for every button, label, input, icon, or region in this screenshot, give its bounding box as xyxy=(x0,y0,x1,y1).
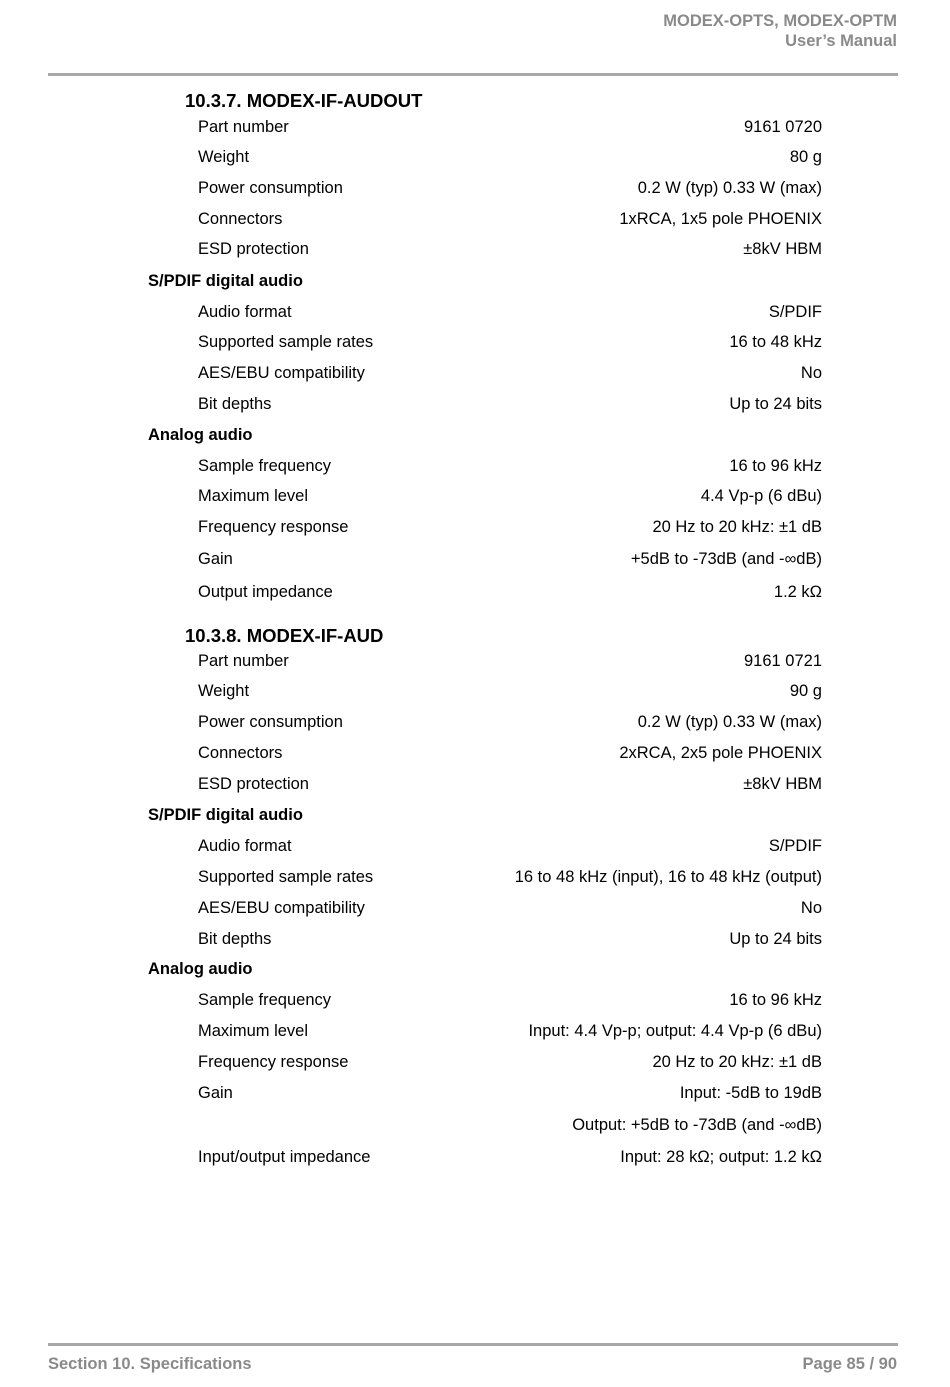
spec-value: ±8kV HBM xyxy=(743,240,822,258)
section-heading: 10.3.7. MODEX-IF-AUDOUT xyxy=(185,90,423,111)
spec-value: 1xRCA, 1x5 pole PHOENIX xyxy=(619,210,822,228)
spec-label: Weight xyxy=(198,148,250,166)
spec-value: 80 g xyxy=(789,148,822,166)
spec-value: Up to 24 bits xyxy=(729,930,822,948)
spec-label: AES/EBU compatibility xyxy=(198,364,365,382)
spec-label: Supported sample rates xyxy=(198,333,374,351)
spec-row xyxy=(198,118,822,140)
spec-label: Input/output impedance xyxy=(198,1148,371,1166)
spec-value: S/PDIF xyxy=(768,303,822,321)
spec-row xyxy=(198,487,822,509)
header-rule xyxy=(48,73,898,76)
spec-row xyxy=(198,395,822,417)
footer-section: Section 10. Specifications xyxy=(48,1355,252,1373)
spec-value: 90 g xyxy=(789,682,822,700)
spec-label: AES/EBU compatibility xyxy=(198,899,365,917)
spec-label: Supported sample rates xyxy=(198,868,374,886)
spec-row xyxy=(198,775,822,797)
spec-row xyxy=(198,930,822,952)
spec-row xyxy=(201,1116,822,1138)
spec-label: Connectors xyxy=(198,210,283,228)
spec-value: S/PDIF xyxy=(768,837,822,855)
spec-row xyxy=(198,899,822,921)
spec-value: 1.2 kΩ xyxy=(773,583,822,601)
spec-row xyxy=(198,991,822,1013)
subsection-heading: Analog audio xyxy=(148,960,253,978)
page-number: Page 85 / 90 xyxy=(802,1355,897,1373)
spec-row xyxy=(198,210,822,232)
spec-value: 16 to 96 kHz xyxy=(729,457,822,475)
spec-row xyxy=(198,148,822,170)
spec-value: 20 Hz to 20 kHz: ±1 dB xyxy=(652,518,822,536)
spec-label: Bit depths xyxy=(198,395,272,413)
spec-value: No xyxy=(800,364,822,382)
subsection-heading: Analog audio xyxy=(148,426,253,444)
header-title: MODEX-OPTS, MODEX-OPTM xyxy=(663,12,897,30)
spec-label: Part number xyxy=(198,118,289,136)
spec-label: Output impedance xyxy=(198,583,333,601)
spec-value: 9161 0721 xyxy=(744,652,822,670)
spec-label: Maximum level xyxy=(198,1022,309,1040)
spec-label: Gain xyxy=(198,550,233,568)
spec-value: 0.2 W (typ) 0.33 W (max) xyxy=(637,713,822,731)
spec-value: Input: 4.4 Vp-p; output: 4.4 Vp-p (6 dBu) xyxy=(528,1022,822,1040)
spec-label: Power consumption xyxy=(198,713,343,731)
spec-label: Maximum level xyxy=(198,487,309,505)
spec-row xyxy=(198,1148,822,1170)
spec-label: Audio format xyxy=(198,303,292,321)
spec-label: Power consumption xyxy=(198,179,343,197)
spec-row xyxy=(198,652,822,674)
spec-label: Frequency response xyxy=(198,1053,349,1071)
spec-label: ESD protection xyxy=(198,775,309,793)
spec-label: Connectors xyxy=(198,744,283,762)
spec-value: 4.4 Vp-p (6 dBu) xyxy=(700,487,822,505)
spec-label: Sample frequency xyxy=(198,457,331,475)
page-header xyxy=(663,11,897,51)
spec-value: Input: 28 kΩ; output: 1.2 kΩ xyxy=(620,1148,822,1166)
spec-row xyxy=(198,682,822,704)
spec-row xyxy=(198,240,822,262)
spec-row xyxy=(198,333,822,355)
spec-value: 20 Hz to 20 kHz: ±1 dB xyxy=(652,1053,822,1071)
spec-row xyxy=(198,364,822,386)
spec-row xyxy=(198,518,822,540)
footer-rule xyxy=(48,1343,898,1346)
spec-row xyxy=(198,1022,822,1044)
spec-value: 9161 0720 xyxy=(744,118,822,136)
spec-row xyxy=(198,744,822,766)
spec-row xyxy=(198,837,822,859)
spec-value: Output: +5dB to -73dB (and -∞dB) xyxy=(572,1116,822,1134)
spec-label: Weight xyxy=(198,682,250,700)
spec-label: Part number xyxy=(198,652,289,670)
subsection-heading: S/PDIF digital audio xyxy=(148,272,303,290)
spec-label: ESD protection xyxy=(198,240,309,258)
spec-value: No xyxy=(800,899,822,917)
subsection-heading: S/PDIF digital audio xyxy=(148,806,303,824)
spec-value: 16 to 96 kHz xyxy=(729,991,822,1009)
spec-row xyxy=(198,713,822,735)
section-heading: 10.3.8. MODEX-IF-AUD xyxy=(185,625,384,646)
spec-value: Input: -5dB to 19dB xyxy=(679,1084,822,1102)
spec-value: +5dB to -73dB (and -∞dB) xyxy=(630,550,822,568)
spec-label: Gain xyxy=(198,1084,233,1102)
spec-row xyxy=(198,1084,822,1106)
spec-row xyxy=(198,457,822,479)
spec-value: 16 to 48 kHz xyxy=(729,333,822,351)
header-subtitle: User’s Manual xyxy=(785,32,897,50)
spec-row xyxy=(198,583,822,605)
spec-row xyxy=(198,179,822,201)
spec-row xyxy=(198,1053,822,1075)
spec-label: Frequency response xyxy=(198,518,349,536)
spec-value: Up to 24 bits xyxy=(729,395,822,413)
spec-row xyxy=(198,868,822,890)
spec-value: 0.2 W (typ) 0.33 W (max) xyxy=(637,179,822,197)
spec-label: Bit depths xyxy=(198,930,272,948)
spec-value: ±8kV HBM xyxy=(743,775,822,793)
spec-value: 2xRCA, 2x5 pole PHOENIX xyxy=(619,744,822,762)
spec-value: 16 to 48 kHz (input), 16 to 48 kHz (output) xyxy=(514,868,822,886)
spec-row xyxy=(198,550,822,572)
spec-row xyxy=(198,303,822,325)
spec-label: Sample frequency xyxy=(198,991,331,1009)
spec-label: Audio format xyxy=(198,837,292,855)
